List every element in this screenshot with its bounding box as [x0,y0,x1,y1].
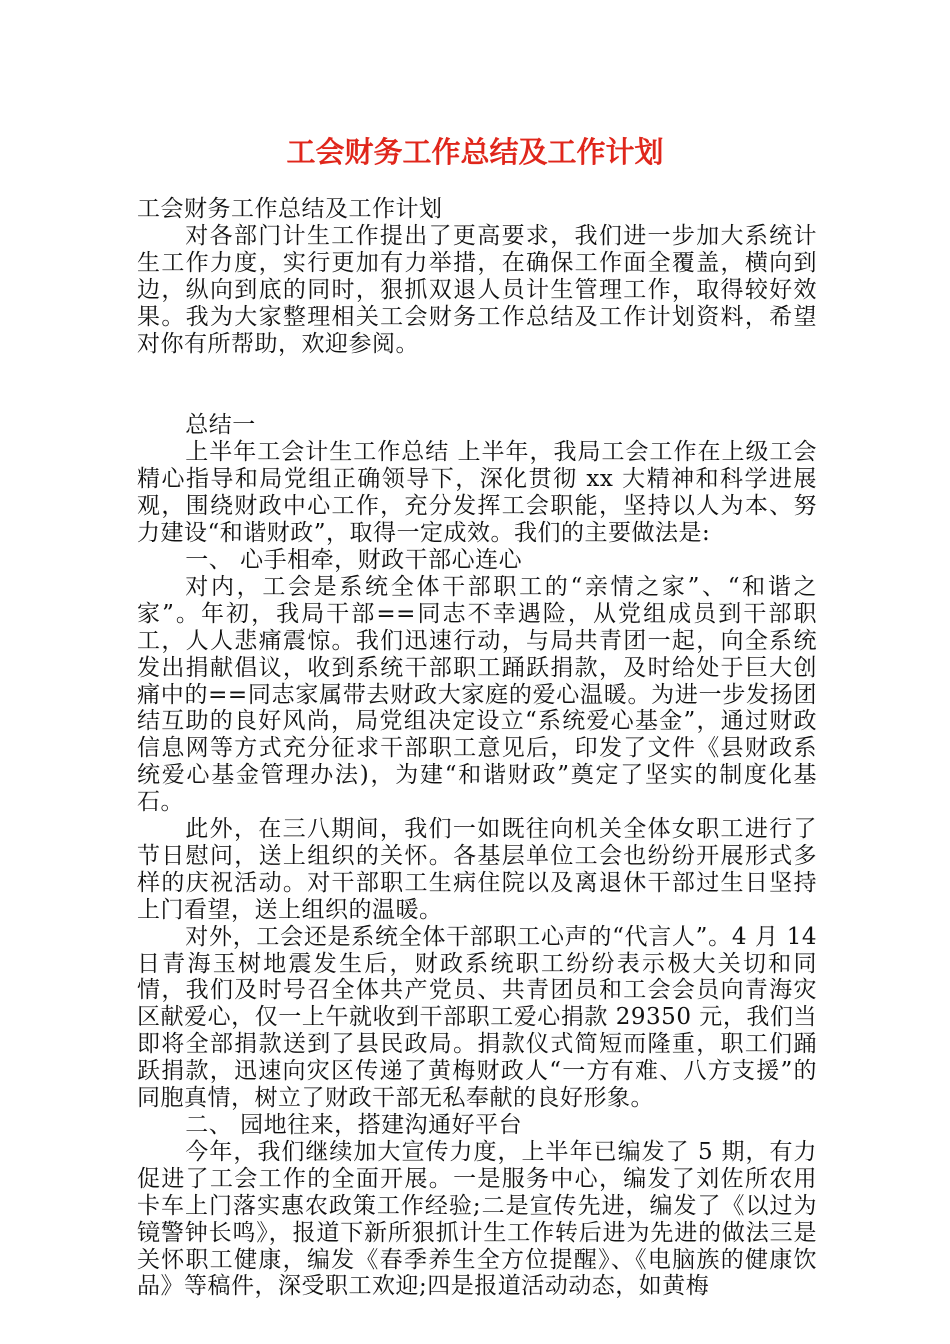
paragraph: 此外，在三八期间，我们一如既往向机关全体女职工进行了节日慰问，送上组织的关怀。各基层单位工会也纷纷开展形式多样的庆祝活动。对干部职工生病住院以及离退休干部过生日坚持上门看望，送上组织的温暖。 [137,816,817,923]
paragraph: 总结一 [185,412,256,439]
document-body [137,196,817,1300]
paragraph: 对外，工会还是系统全体干部职工心声的“代言人”。4 月 14 日青海玉树地震发生后，财政系统职工纷纷表示极大关切和同情，我们及时号召全体共产党员、共青团员和工会会员向青海灾区献爱心，仅一上午就收到干部职工爱心捐款 29350 元，我们当即将全部捐款送到了县民政局。捐款仪式简短而隆重，职工们踊跃捐款，迅速向灾区传递了黄梅财政人“一方有难、八方支援”的同胞真情，树立了财政干部无私奉献的良好形象。 [137,923,817,1112]
paragraph: 工会财务工作总结及工作计划 [137,196,443,222]
document-title: 工会财务工作总结及工作计划 [286,135,664,169]
paragraph: 今年，我们继续加大宣传力度，上半年已编发了 5 期，有力促进了工会工作的全面开展。一是服务中心，编发了刘佐所农用卡车上门落实惠农政策工作经验;二是宣传先进，编发了《以过为镜警钟长鸣》，报道下新所狠抓计生工作转后进为先进的做法三是关怀职工健康，编发《春季养生全方位提醒》、《电脑族的健康饮品》等稿件，深受职工欢迎;四是报道活动动态，如黄梅 [137,1138,817,1300]
paragraph: 对内，工会是系统全体干部职工的“亲情之家”、“和谐之家”。年初，我局干部==同志不幸遇险，从党组成员到干部职工，人人悲痛震惊。我们迅速行动，与局共青团一起，向全系统发出捐献倡议，收到系统干部职工踊跃捐款，及时给处于巨大创痛中的==同志家属带去财政大家庭的爱心温暖。为进一步发扬团结互助的良好风尚，局党组决定设立“系统爱心基金”，通过财政信息网等方式充分征求干部职工意见后，印发了文件《县财政系统爱心基金管理办法)，为建“和谐财政”奠定了坚实的制度化基石。 [137,573,817,816]
paragraph: 对各部门计生工作提出了更高要求，我们进一步加大系统计生工作力度，实行更加有力举措，在确保工作面全覆盖，横向到边，纵向到底的同时，狠抓双退人员计生管理工作，取得较好效果。我为大家整理相关工会财务工作总结及工作计划资料，希望对你有所帮助，欢迎参阅。 [137,222,817,357]
paragraph: 二、 园地往来，搭建沟通好平台 [185,1112,523,1138]
paragraph: 上半年工会计生工作总结 上半年，我局工会工作在上级工会精心指导和局党组正确领导下，深化贯彻 xx 大精神和科学进展观，围绕财政中心工作，充分发挥工会职能，坚持以人为本、努力建设“和谐财政”，取得一定成效。我们的主要做法是: [137,439,817,547]
paragraph: 一、 心手相牵，财政干部心连心 [185,546,523,573]
paragraph-spacer [137,357,817,412]
